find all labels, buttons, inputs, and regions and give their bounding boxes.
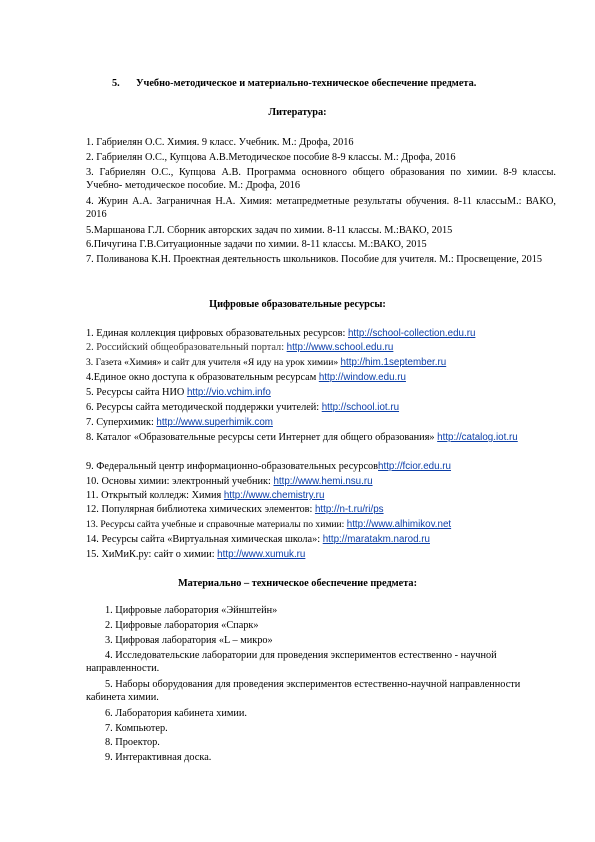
material-item: 7. Компьютер. bbox=[105, 723, 168, 734]
material-item: 1. Цифровые лаборатория «Эйнштейн» bbox=[105, 605, 278, 616]
digital-item-text: 4.Единое окно доступа к образовательным ресурсам bbox=[86, 372, 319, 383]
digital-heading: Цифровые образовательные ресурсы: bbox=[209, 299, 386, 310]
digital-item-text: 12. Популярная библиотека химических элементов: bbox=[86, 504, 315, 515]
material-item: 2. Цифровые лаборатория «Спарк» bbox=[105, 620, 259, 631]
resource-link[interactable]: http://school.iot.ru bbox=[321, 402, 400, 413]
material-item: 6. Лаборатория кабинета химии. bbox=[105, 708, 247, 719]
digital-item bbox=[86, 371, 406, 384]
digital-item-text: 2. Российский общеобразовательный портал: bbox=[86, 342, 287, 353]
literature-item: 2. Габриелян О.С., Купцова А.В.Методическое пособие 8-9 классы. М.: Дрофа, 2016 bbox=[86, 152, 456, 163]
resource-link[interactable]: http://www.chemistry.ru bbox=[223, 490, 325, 501]
digital-item bbox=[86, 356, 446, 369]
resource-link[interactable]: http://www.hemi.nsu.ru bbox=[273, 476, 373, 487]
resource-link[interactable]: http://school-collection.edu.ru bbox=[347, 328, 476, 339]
digital-item-text: 6. Ресурсы сайта методической поддержки учителей: bbox=[86, 402, 322, 413]
resource-link[interactable]: http://vio.vchim.info bbox=[186, 387, 271, 398]
digital-item bbox=[86, 489, 324, 502]
digital-item-text: 1. Единая коллекция цифровых образовательных ресурсов: bbox=[86, 328, 348, 339]
resource-link[interactable]: http://www.school.edu.ru bbox=[286, 342, 394, 353]
digital-item bbox=[86, 533, 430, 546]
section-number: 5. bbox=[112, 78, 120, 89]
resource-link[interactable]: http://n-t.ru/ri/ps bbox=[314, 504, 384, 515]
digital-item bbox=[86, 341, 393, 354]
literature-item: 4. Журин А.А. Заграничная Н.А. Химия: метапредметные результаты обучения. 8-11 классыМ.: ВАКО, 2016 bbox=[86, 196, 556, 221]
material-heading: Материально – техническое обеспечение предмета: bbox=[177, 578, 418, 589]
resource-link[interactable]: http://www.alhimikov.net bbox=[346, 519, 452, 530]
digital-item-text: 10. Основы химии: электронный учебник: bbox=[86, 476, 274, 487]
material-item: 5. Наборы оборудования для проведения экспериментов естественно-научной направленности кабинета химии. bbox=[86, 679, 521, 704]
digital-item bbox=[86, 431, 556, 444]
material-item: 9. Интерактивная доска. bbox=[105, 752, 212, 763]
material-item: 4. Исследовательские лаборатории для проведения экспериментов естественно - научной направленности. bbox=[86, 650, 497, 675]
digital-item-text: 9. Федеральный центр информационно-образовательных ресурсов bbox=[86, 461, 379, 472]
digital-item-text: 11. Открытый колледж: Химия bbox=[86, 490, 224, 501]
digital-item-text: 15. ХиМиК.ру: сайт о химии: bbox=[86, 549, 218, 560]
digital-item bbox=[86, 475, 373, 488]
digital-item bbox=[86, 548, 305, 561]
literature-item: 5.Маршанова Г.Л. Сборник авторских задач по химии. 8-11 классы. М.:ВАКО, 2015 bbox=[86, 225, 453, 236]
digital-item-text: 5. Ресурсы сайта НИО bbox=[86, 387, 187, 398]
resource-link[interactable]: http://maratakm.narod.ru bbox=[322, 534, 430, 545]
digital-item-text: 3. Газета «Химия» и сайт для учителя «Я иду на урок химии» bbox=[86, 357, 341, 368]
digital-item-text: 13. Ресурсы сайта учебные и справочные материалы по химии: bbox=[86, 519, 347, 530]
material-item: 3. Цифровая лаборатория «L – микро» bbox=[105, 635, 273, 646]
digital-item bbox=[86, 460, 451, 473]
literature-heading: Литература: bbox=[268, 107, 327, 118]
digital-item bbox=[86, 401, 399, 414]
literature-item: 3. Габриелян О.С., Купцова А.В. Программа основного общего образования по химии. 8-9 классы. Учебно- методическое пособие. М.: Дрофа, 2016 bbox=[86, 167, 556, 192]
digital-item bbox=[86, 503, 384, 516]
digital-item bbox=[86, 327, 475, 340]
resource-link[interactable]: http://www.xumuk.ru bbox=[217, 549, 306, 560]
resource-link[interactable]: http://fcior.edu.ru bbox=[378, 461, 452, 472]
resource-link[interactable]: http://www.superhimik.com bbox=[156, 417, 273, 428]
resource-link[interactable]: http://catalog.iot.ru bbox=[437, 432, 518, 443]
resource-link[interactable]: http://him.1september.ru bbox=[340, 357, 447, 368]
digital-item-text: 14. Ресурсы сайта «Виртуальная химическая школа»: bbox=[86, 534, 323, 545]
digital-item bbox=[86, 416, 273, 429]
literature-item: 7. Поливанова К.Н. Проектная деятельность школьников. Пособие для учителя. М.: Просвещение, 2015 bbox=[86, 254, 543, 265]
digital-item bbox=[86, 386, 271, 399]
digital-item bbox=[86, 518, 451, 531]
digital-item-text: 7. Суперхимик: bbox=[86, 417, 157, 428]
section-title: Учебно-методическое и материально-техническое обеспечение предмета. bbox=[136, 78, 477, 89]
digital-item-text: 8. Каталог «Образовательные ресурсы сети Интернет для общего образования» bbox=[86, 432, 438, 443]
material-item: 8. Проектор. bbox=[105, 737, 160, 748]
resource-link[interactable]: http://window.edu.ru bbox=[318, 372, 406, 383]
literature-item: 1. Габриелян О.С. Химия. 9 класс. Учебник. М.: Дрофа, 2016 bbox=[86, 137, 354, 148]
literature-item: 6.Пичугина Г.В.Ситуационные задачи по химии. 8-11 классы. М.:ВАКО, 2015 bbox=[86, 239, 427, 250]
